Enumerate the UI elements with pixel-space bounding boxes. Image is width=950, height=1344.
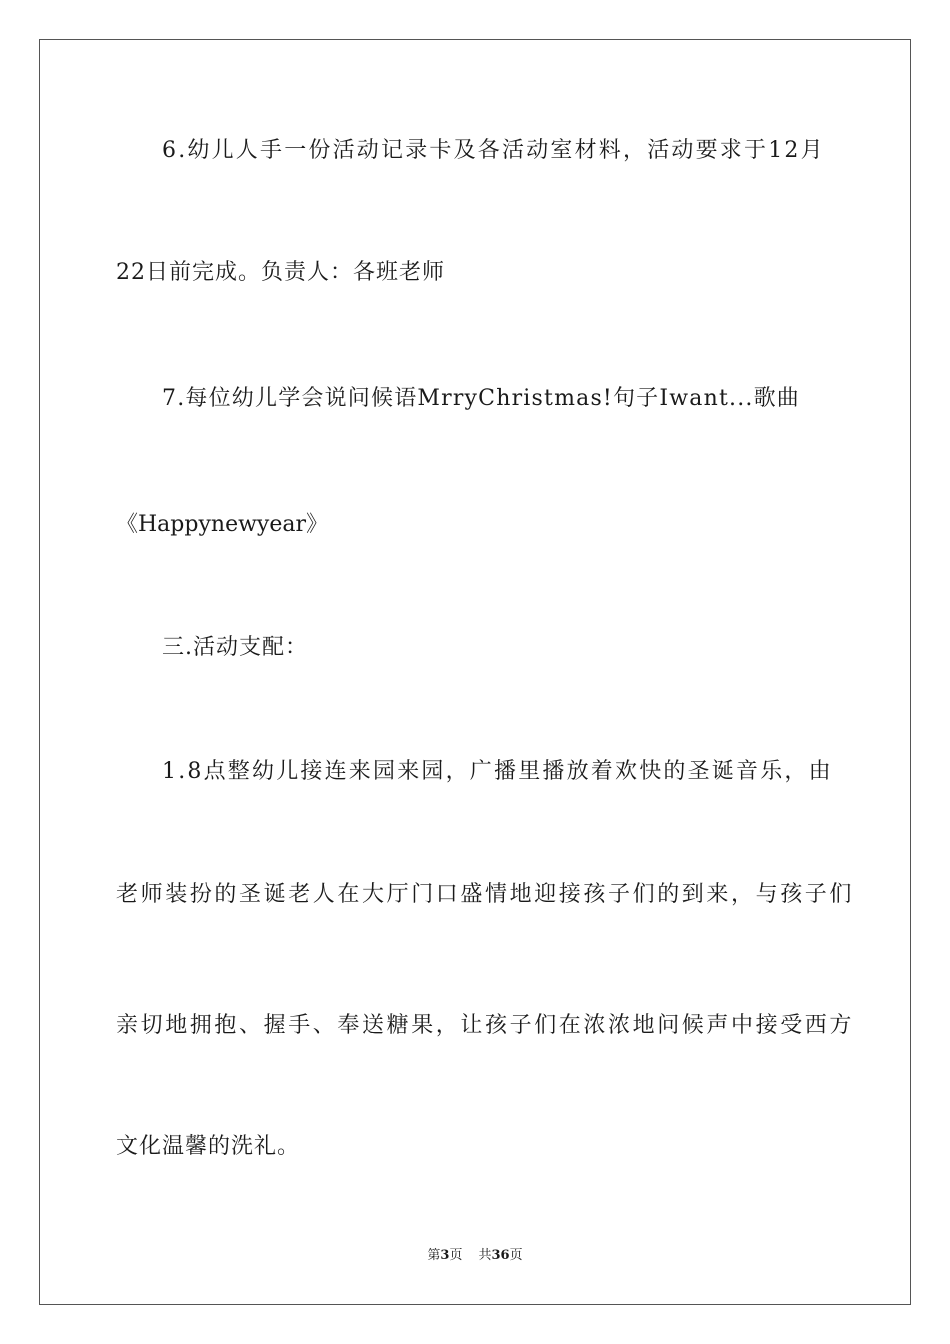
- body-line-5: 1.8点整幼儿接连来园来园，广播里播放着欢快的圣诞音乐，由: [162, 759, 833, 784]
- body-line-3: 7.每位幼儿学会说问候语MrryChristmas!句子Iwant...歌曲: [162, 386, 801, 411]
- footer-page-suffix: 页: [449, 1248, 463, 1263]
- footer-total-prefix: 共: [478, 1248, 492, 1263]
- footer-total-suffix: 页: [509, 1248, 523, 1263]
- page-footer: [0, 1247, 950, 1265]
- footer-page-prefix: 第: [427, 1248, 441, 1263]
- body-line-2: 22日前完成。负责人：各班老师: [116, 260, 445, 285]
- footer-total-pages: 36: [491, 1248, 510, 1263]
- body-line-7: 亲切地拥抱、握手、奉送糖果，让孩子们在浓浓地问候声中接受西方: [116, 1013, 855, 1038]
- footer-page-number: 3: [440, 1248, 450, 1263]
- body-line-1: 6.幼儿人手一份活动记录卡及各活动室材料，活动要求于12月: [162, 138, 825, 163]
- section-heading: 三.活动支配：: [162, 635, 308, 660]
- body-line-6: 老师装扮的圣诞老人在大厅门口盛情地迎接孩子们的到来，与孩子们: [116, 882, 855, 907]
- page-frame: [39, 39, 911, 1305]
- body-line-8: 文化温馨的洗礼。: [116, 1134, 301, 1159]
- body-line-4: 《Happynewyear》: [116, 512, 328, 537]
